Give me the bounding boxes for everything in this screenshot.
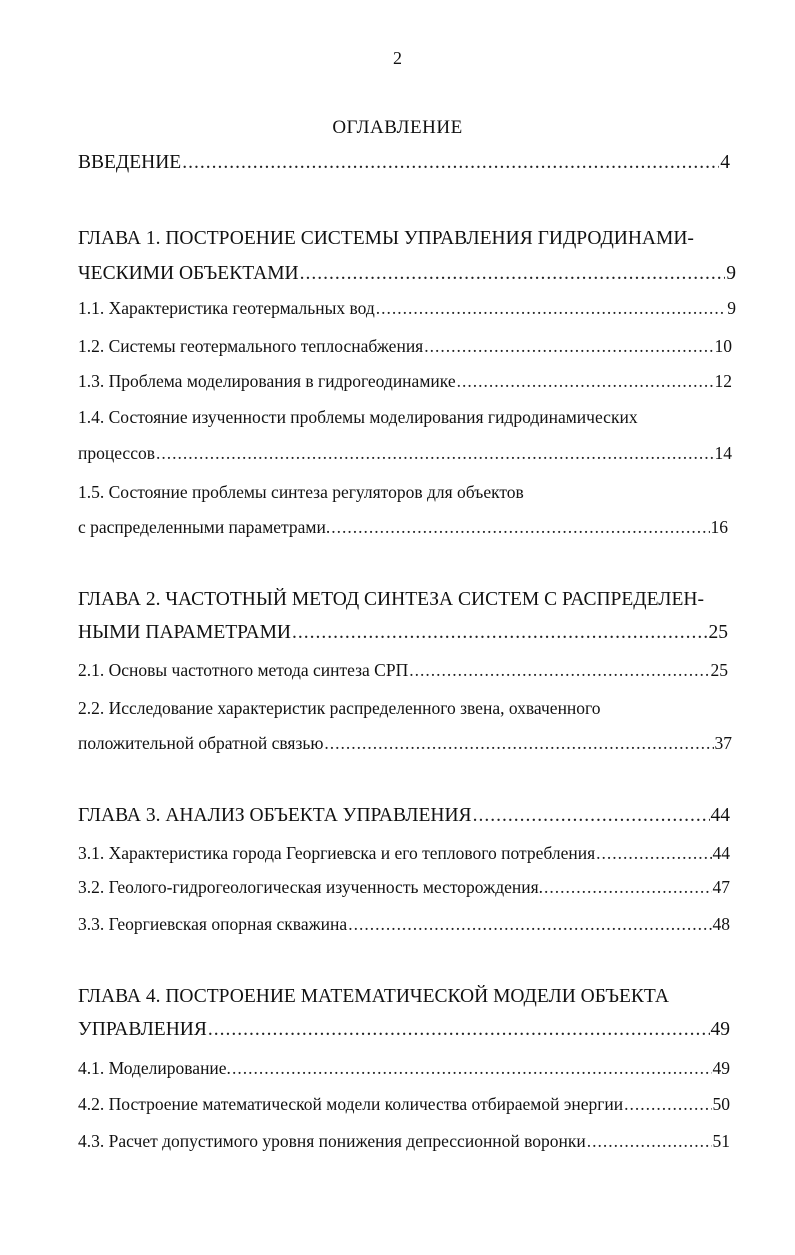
dot-leader bbox=[348, 911, 711, 937]
entry-label: 1.3. Проблема моделирования в гидрогеодинамике bbox=[78, 371, 456, 391]
dot-leader bbox=[409, 657, 709, 683]
dot-leader bbox=[182, 150, 719, 176]
chapter-2-heading-line1: ГЛАВА 2. ЧАСТОТНЫЙ МЕТОД СИНТЕЗА СИСТЕМ С РАСПРЕДЕЛЕН- bbox=[78, 589, 704, 610]
entry-label: положительной обратной связью bbox=[78, 733, 324, 753]
toc-entry-4-2 bbox=[78, 1091, 730, 1117]
toc-entry-2-2-line1: 2.2. Исследование характеристик распределенного звена, охваченного bbox=[78, 698, 601, 718]
toc-entry-4-3 bbox=[78, 1128, 730, 1154]
toc-entry-1-5-line1: 1.5. Состояние проблемы синтеза регуляторов для объектов bbox=[78, 482, 524, 502]
toc-entry-3-1 bbox=[78, 840, 730, 866]
entry-page: 9 bbox=[726, 263, 736, 284]
entry-page: 51 bbox=[712, 1131, 730, 1151]
entry-page: 49 bbox=[712, 1058, 730, 1078]
entry-label: ВВЕДЕНИЕ bbox=[78, 152, 182, 173]
entry-label: 3.3. Георгиевская опорная скважина bbox=[78, 914, 348, 934]
toc-entry-2-1 bbox=[78, 657, 728, 683]
dot-leader bbox=[624, 1091, 711, 1117]
toc-entry-2-2 bbox=[78, 730, 732, 756]
dot-leader bbox=[544, 874, 711, 900]
dot-leader bbox=[156, 440, 714, 466]
entry-label: 2.1. Основы частотного метода синтеза СРП bbox=[78, 660, 409, 680]
entry-page: 50 bbox=[712, 1094, 730, 1114]
toc-entry-1-4-line1: 1.4. Состояние изученности проблемы моделирования гидродинамических bbox=[78, 407, 638, 427]
toc-entry-chapter-2 bbox=[78, 620, 728, 646]
entry-label: процессов bbox=[78, 443, 155, 463]
dot-leader bbox=[596, 840, 711, 866]
entry-label: НЫМИ ПАРАМЕТРАМИ bbox=[78, 622, 291, 643]
toc-title: ОГЛАВЛЕНИЕ bbox=[332, 117, 463, 138]
toc-entry-introduction bbox=[78, 150, 730, 176]
dot-leader bbox=[324, 730, 713, 756]
entry-page: 16 bbox=[710, 517, 728, 537]
toc-entry-1-3 bbox=[78, 368, 732, 394]
entry-page: 25 bbox=[710, 660, 728, 680]
entry-page: 10 bbox=[714, 336, 732, 356]
dot-leader bbox=[292, 620, 708, 646]
dot-leader bbox=[232, 1055, 712, 1081]
entry-label: 1.2. Системы геотермального теплоснабжения bbox=[78, 336, 424, 356]
chapter-1-heading-line1: ГЛАВА 1. ПОСТРОЕНИЕ СИСТЕМЫ УПРАВЛЕНИЯ ГИДРОДИНАМИ- bbox=[78, 228, 694, 249]
entry-page: 48 bbox=[712, 914, 730, 934]
page-number: 2 bbox=[393, 48, 402, 68]
toc-entry-1-2 bbox=[78, 333, 732, 359]
entry-label: 4.2. Построение математической модели количества отбираемой энергии bbox=[78, 1094, 624, 1114]
toc-entry-3-2 bbox=[78, 874, 730, 900]
dot-leader bbox=[331, 514, 709, 540]
entry-label: ГЛАВА 3. АНАЛИЗ ОБЪЕКТА УПРАВЛЕНИЯ bbox=[78, 805, 472, 826]
entry-page: 12 bbox=[714, 371, 732, 391]
entry-label: 4.3. Расчет допустимого уровня понижения депрессионной воронки bbox=[78, 1131, 586, 1151]
entry-page: 44 bbox=[712, 843, 730, 863]
entry-label: 3.1. Характеристика города Георгиевска и его теплового потребления bbox=[78, 843, 596, 863]
dot-leader bbox=[208, 1017, 710, 1043]
toc-entry-1-1 bbox=[78, 295, 736, 321]
entry-page: 25 bbox=[708, 622, 728, 643]
entry-label: 1.1. Характеристика геотермальных вод bbox=[78, 298, 375, 318]
entry-label: УПРАВЛЕНИЯ bbox=[78, 1019, 207, 1040]
toc-entry-3-3 bbox=[78, 911, 730, 937]
toc-entry-4-1 bbox=[78, 1055, 730, 1081]
entry-page: 44 bbox=[710, 805, 730, 826]
dot-leader bbox=[473, 803, 710, 829]
entry-page: 4 bbox=[720, 152, 730, 173]
dot-leader bbox=[376, 295, 726, 321]
entry-page: 14 bbox=[714, 443, 732, 463]
chapter-4-heading-line1: ГЛАВА 4. ПОСТРОЕНИЕ МАТЕМАТИЧЕСКОЙ МОДЕЛИ ОБЪЕКТА bbox=[78, 986, 669, 1007]
toc-entry-chapter-4 bbox=[78, 1017, 730, 1043]
toc-entry-1-5 bbox=[78, 514, 728, 540]
dot-leader bbox=[300, 261, 726, 287]
dot-leader bbox=[457, 368, 714, 394]
entry-page: 9 bbox=[727, 298, 736, 318]
entry-label: 3.2. Геолого-гидрогеологическая изученность месторождения. bbox=[78, 877, 544, 897]
toc-entry-chapter-1 bbox=[78, 261, 736, 287]
entry-page: 49 bbox=[710, 1019, 730, 1040]
entry-page: 37 bbox=[714, 733, 732, 753]
entry-label: с распределенными параметрами. bbox=[78, 517, 331, 537]
entry-label: 4.1. Моделирование. bbox=[78, 1058, 231, 1078]
entry-label: ЧЕСКИМИ ОБЪЕКТАМИ bbox=[78, 263, 299, 284]
toc-entry-1-4 bbox=[78, 440, 732, 466]
dot-leader bbox=[587, 1128, 712, 1154]
entry-page: 47 bbox=[712, 877, 730, 897]
dot-leader bbox=[424, 333, 713, 359]
toc-entry-chapter-3 bbox=[78, 803, 730, 829]
